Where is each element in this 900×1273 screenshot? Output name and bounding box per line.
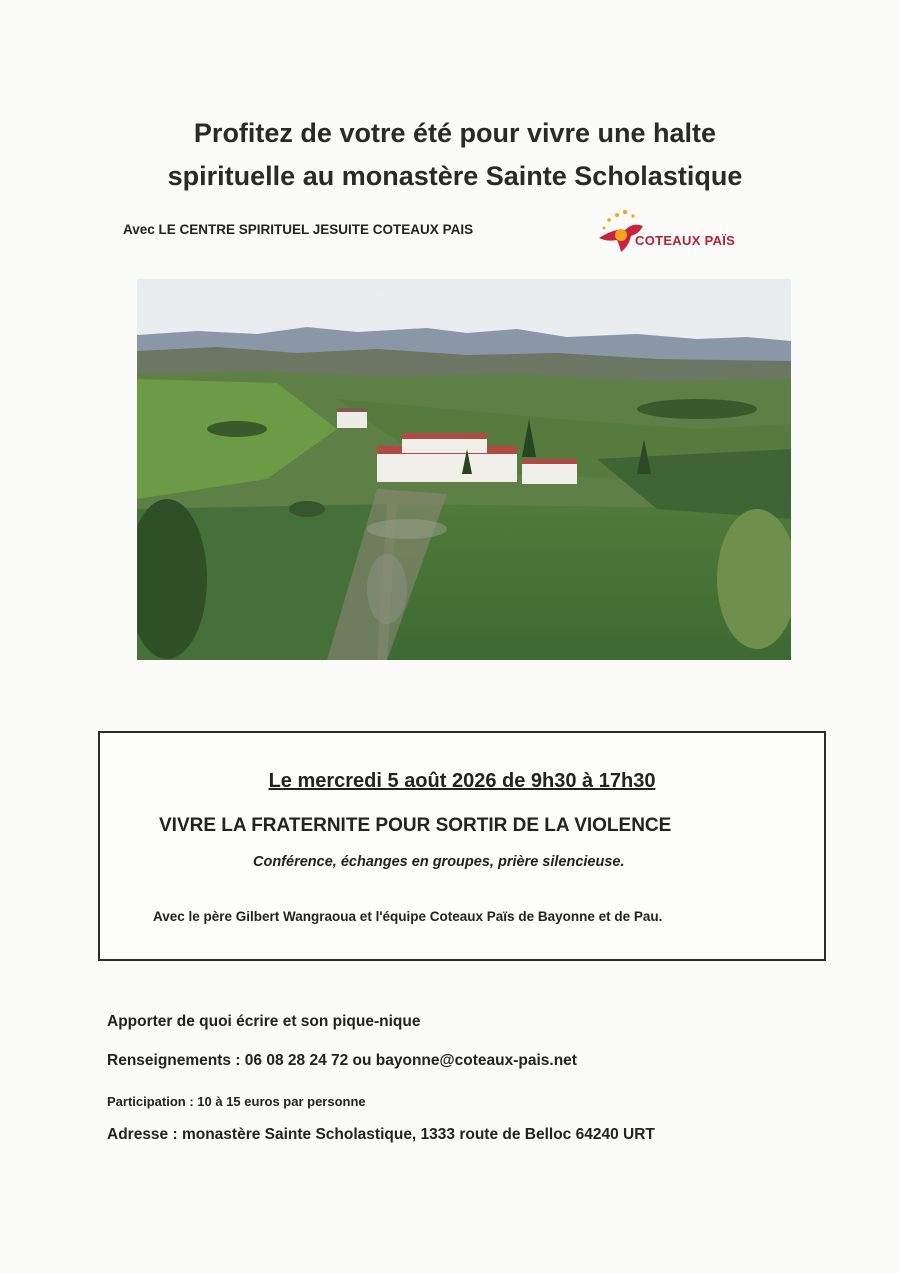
contact-info: Renseignements : 06 08 28 24 72 ou bayonne@coteaux-pais.net [107,1052,577,1069]
event-animators: Avec le père Gilbert Wangraoua et l'équipe Coteaux Païs de Bayonne et de Pau. [153,909,663,924]
bring-info: Apporter de quoi écrire et son pique-nique [107,1013,421,1030]
address-info: Adresse : monastère Sainte Scholastique, 1333 route de Belloc 64240 URT [107,1126,655,1143]
page-title [90,112,820,198]
title-line-2: spirituelle au monastère Sainte Scholastique [167,161,743,191]
title-line-1: Profitez de votre été pour vivre une halte [193,118,717,148]
event-box [98,731,826,961]
price-info: Participation : 10 à 15 euros par personne [107,1094,366,1109]
organizer-text: Avec LE CENTRE SPIRITUEL JESUITE COTEAUX PAIS [123,222,474,237]
coteaux-pais-logo [595,208,765,264]
logo-name: COTEAUX PAÏS [635,233,736,248]
event-date: Le mercredi 5 août 2026 de 9h30 à 17h30 [268,770,656,792]
event-theme: VIVRE LA FRATERNITE POUR SORTIR DE LA VIOLENCE [159,815,672,836]
event-program: Conférence, échanges en groupes, prière silencieuse. [253,854,625,870]
monastery-landscape-photo [137,279,791,660]
